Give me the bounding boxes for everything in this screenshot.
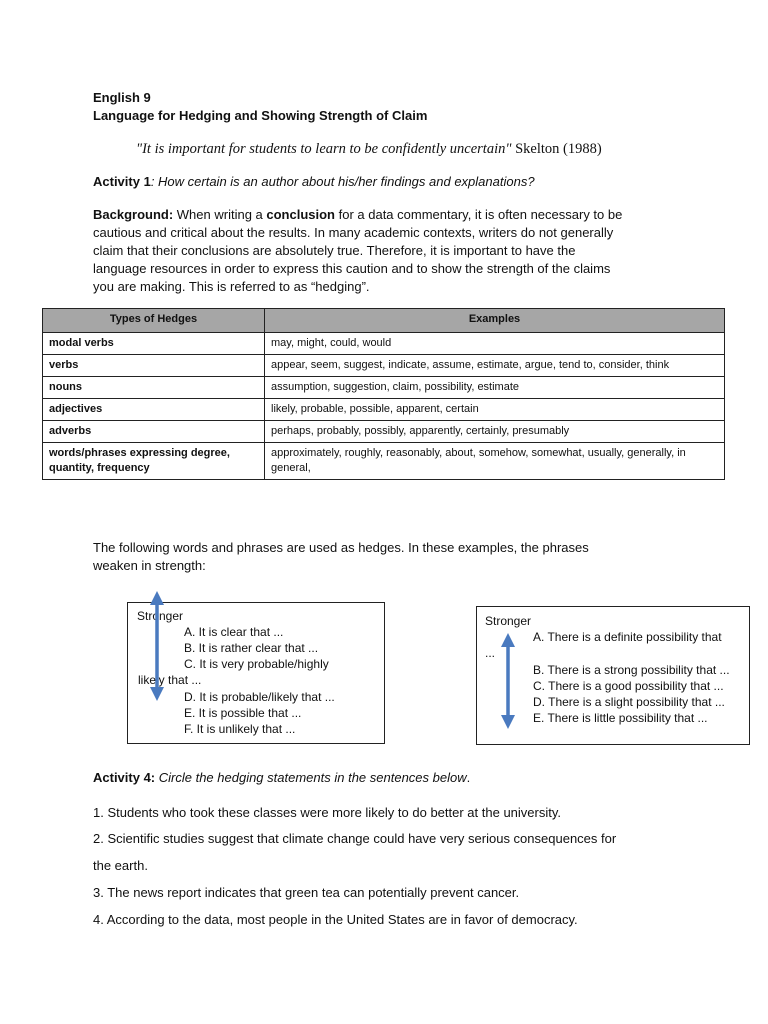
list-item: the earth.	[93, 858, 148, 873]
hedge-examples: perhaps, probably, possibly, apparently, certainly, presumably	[265, 421, 725, 443]
list-item: 2. Scientific studies suggest that climate change could have very serious consequences for	[93, 831, 617, 846]
course-title: English 9	[93, 90, 151, 105]
box-right-item: A. There is a definite possibility that	[533, 630, 722, 644]
hedge-type: adverbs	[43, 421, 265, 443]
box-left-item: E. It is possible that ...	[184, 706, 302, 720]
table-row	[43, 333, 725, 355]
table-row	[43, 421, 725, 443]
activity4-label: Activity 4:	[93, 770, 156, 785]
activity1	[93, 173, 535, 191]
hedge-type: modal verbs	[43, 333, 265, 355]
quote	[136, 141, 602, 158]
background-line-3: claim that their conclusions are absolutely true. Therefore, it is important to have the	[93, 243, 576, 258]
box-left-item: D. It is probable/likely that ...	[184, 690, 335, 704]
background-keyword: conclusion	[266, 207, 335, 222]
box-right-item: B. There is a strong possibility that ...	[533, 663, 730, 677]
background-text-2: for a data commentary, it is often necessary to be	[335, 207, 623, 222]
box-left-item: F. It is unlikely that ...	[184, 722, 296, 736]
list-item: 3. The news report indicates that green tea can potentially prevent cancer.	[93, 885, 520, 900]
table-row	[43, 355, 725, 377]
activity4-prompt: Circle the hedging statements in the sentences below	[155, 770, 467, 785]
table-header-row	[43, 309, 725, 333]
box-left-item: likely that ...	[138, 673, 202, 687]
activity4	[93, 769, 470, 787]
strength-box-right	[476, 606, 750, 745]
intro-paragraph	[93, 539, 589, 575]
box-right-item: ...	[485, 646, 496, 660]
quote-text: "It is important for students to learn to be confidently uncertain"	[136, 141, 512, 157]
box-right-item: E. There is little possibility that ...	[533, 711, 708, 725]
table-header-types: Types of Hedges	[43, 309, 265, 333]
box-left-heading: Stronger	[137, 609, 184, 623]
background-line-4: language resources in order to express this caution and to show the strength of the claims	[93, 261, 611, 276]
background-paragraph	[93, 206, 622, 296]
hedges-table	[42, 308, 725, 480]
hedge-type: words/phrases expressing degree, quantity, frequency	[43, 443, 265, 480]
hedge-examples: approximately, roughly, reasonably, about, somehow, somewhat, usually, generally, in general,	[265, 443, 725, 480]
strength-arrow-left-icon	[148, 590, 166, 702]
intro-line-2: weaken in strength:	[93, 558, 206, 573]
box-left-item: B. It is rather clear that ...	[184, 641, 319, 655]
activity4-period: .	[466, 770, 471, 785]
background-line-1	[93, 206, 622, 224]
table-header-examples: Examples	[265, 309, 725, 333]
hedge-examples: assumption, suggestion, claim, possibility, estimate	[265, 377, 725, 399]
list-item: 1. Students who took these classes were more likely to do better at the university.	[93, 805, 561, 820]
page-title: Language for Hedging and Showing Strength of Claim	[93, 108, 428, 123]
box-left-item: C. It is very probable/highly	[184, 657, 329, 671]
table-row	[43, 399, 725, 421]
quote-author: Skelton (1988)	[515, 141, 602, 157]
hedge-examples: likely, probable, possible, apparent, certain	[265, 399, 725, 421]
box-right-item: C. There is a good possibility that ...	[533, 679, 724, 693]
background-line-2: cautious and critical about the results. In many academic contexts, writers do not generally	[93, 225, 614, 240]
box-right-heading: Stronger	[485, 614, 532, 628]
hedge-type: adjectives	[43, 399, 265, 421]
background-line-5: you are making. This is referred to as “hedging”.	[93, 279, 370, 294]
hedge-type: nouns	[43, 377, 265, 399]
intro-line-1: The following words and phrases are used as hedges. In these examples, the phrases	[93, 540, 589, 555]
box-right-item: D. There is a slight possibility that ...	[533, 695, 725, 709]
box-left-item: A. It is clear that ...	[184, 625, 284, 639]
activity1-label: Activity 1	[93, 174, 151, 189]
hedge-examples: may, might, could, would	[265, 333, 725, 355]
activity1-prompt: : How certain is an author about his/her findings and explanations?	[150, 174, 535, 189]
hedge-type: verbs	[43, 355, 265, 377]
hedge-examples: appear, seem, suggest, indicate, assume, estimate, argue, tend to, consider, think	[265, 355, 725, 377]
strength-arrow-right-icon	[499, 632, 517, 730]
background-text-1: When writing a	[173, 207, 267, 222]
table-row	[43, 377, 725, 399]
table-row	[43, 443, 725, 480]
list-item: 4. According to the data, most people in the United States are in favor of democracy.	[93, 912, 578, 927]
background-label: Background:	[93, 207, 174, 222]
